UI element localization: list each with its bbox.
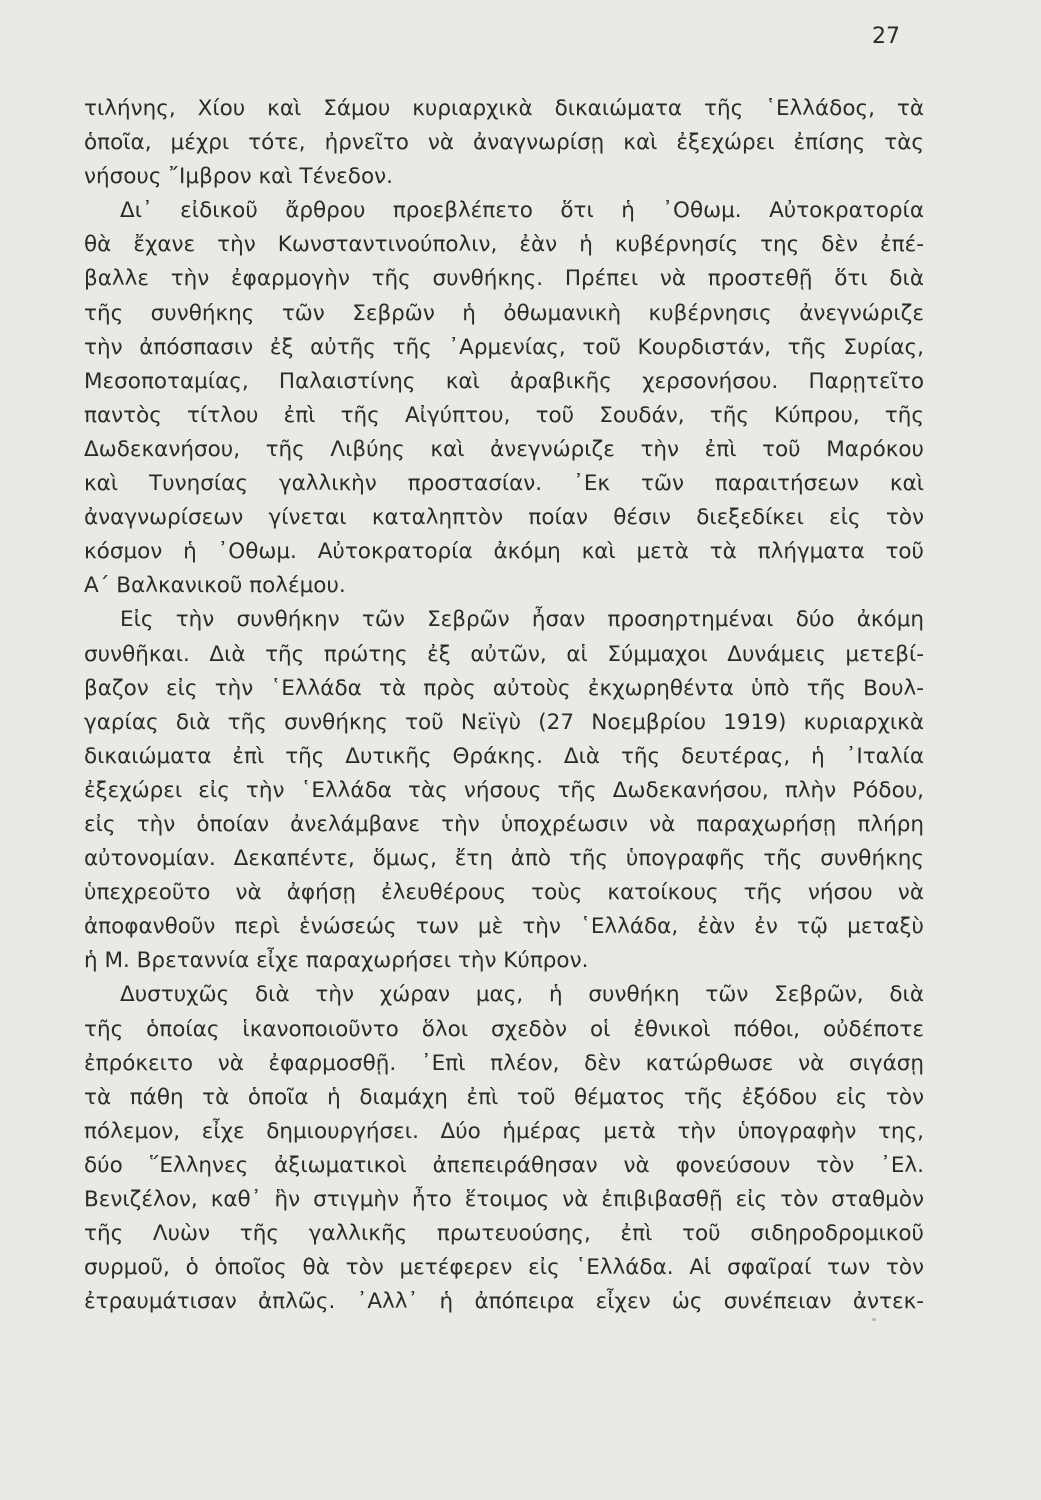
text-line: γαρίας διὰ τῆς συνθήκης τοῦ Νεϊγὺ (27 Νοεμβρίου 1919) κυριαρχικὰ bbox=[84, 709, 924, 735]
text-line: δύο ῞Ελληνες ἀξιωματικοὶ ἀπεπειράθησαν νὰ φονεύσουν τὸν ᾽Ελ. bbox=[84, 1152, 924, 1178]
text-line: τῆς Λυὼν τῆς γαλλικῆς πρωτευούσης, ἐπὶ τοῦ σιδηροδρομικοῦ bbox=[84, 1221, 924, 1247]
text-line: Α΄ Βαλκανικοῦ πολέμου. bbox=[84, 573, 346, 599]
page-number: 27 bbox=[872, 24, 900, 49]
text-line: Δωδεκανήσου, τῆς Λιβύης καὶ ἀνεγνώριζε τὴν ἐπὶ τοῦ Μαρόκου bbox=[84, 436, 924, 462]
text-line: παντὸς τίτλου ἐπὶ τῆς Αἰγύπτου, τοῦ Σουδάν, τῆς Κύπρου, τῆς bbox=[84, 402, 924, 428]
text-line: εἰς τὴν ὁποίαν ἀνελάμβανε τὴν ὑποχρέωσιν νὰ παραχωρήσῃ πλήρη bbox=[84, 811, 924, 837]
text-line: ἡ Μ. Βρεταννία εἶχε παραχωρήσει τὴν Κύπρον. bbox=[84, 948, 589, 974]
text-line: ὁποῖα, μέχρι τότε, ἠρνεῖτο νὰ ἀναγνωρίσῃ καὶ ἐξεχώρει ἐπίσης τὰς bbox=[84, 130, 924, 156]
text-line: συρμοῦ, ὁ ὁποῖος θὰ τὸν μετέφερεν εἰς ῾Ελλάδα. Αἱ σφαῖραί των τὸν bbox=[84, 1255, 924, 1281]
text-line: καὶ Τυνησίας γαλλικὴν προστασίαν. ᾽Εκ τῶν παραιτήσεων καὶ bbox=[84, 471, 924, 497]
text-line: τιλήνης, Χίου καὶ Σάμου κυριαρχικὰ δικαιώματα τῆς ῾Ελλάδος, τὰ bbox=[84, 96, 924, 121]
text-line: νήσους ῎Ιμβρον καὶ Τένεδον. bbox=[84, 164, 393, 190]
text-line: Δι᾽ εἰδικοῦ ἄρθρου προεβλέπετο ὅτι ἡ ᾽Οθωμ. Αὐτοκρατορία bbox=[120, 198, 924, 224]
text-line: πόλεμον, εἶχε δημιουργήσει. Δύο ἡμέρας μετὰ τὴν ὑπογραφὴν της, bbox=[84, 1118, 924, 1144]
text-line: τὰ πάθη τὰ ὁποῖα ἡ διαμάχη ἐπὶ τοῦ θέματος τῆς ἐξόδου εἰς τὸν bbox=[84, 1084, 924, 1110]
text-line: ἐτραυμάτισαν ἀπλῶς. ᾽Αλλ᾽ ἡ ἀπόπειρα εἶχεν ὡς συνέπειαν ἀντεκ- bbox=[84, 1289, 924, 1315]
text-line: ἀποφανθοῦν περὶ ἑνώσεώς των μὲ τὴν ῾Ελλάδα, ἐὰν ἐν τῷ μεταξὺ bbox=[84, 914, 924, 940]
text-line: θὰ ἔχανε τὴν Κωνσταντινούπολιν, ἐὰν ἡ κυβέρνησίς της δὲν ἐπέ- bbox=[84, 232, 924, 258]
text-line: δικαιώματα ἐπὶ τῆς Δυτικῆς Θράκης. Διὰ τῆς δευτέρας, ἡ ᾽Ιταλία bbox=[84, 743, 924, 769]
text-line: τῆς συνθήκης τῶν Σεβρῶν ἡ ὀθωμανικὴ κυβέρνησις ἀνεγνώριζε bbox=[84, 300, 924, 326]
text-line: τὴν ἀπόσπασιν ἐξ αὐτῆς τῆς ᾽Αρμενίας, τοῦ Κουρδιστάν, τῆς Συρίας, bbox=[84, 334, 924, 360]
text-line: βαζον εἰς τὴν ῾Ελλάδα τὰ πρὸς αὐτοὺς ἐκχωρηθέντα ὑπὸ τῆς Βουλ- bbox=[84, 675, 924, 701]
text-line: ἀναγνωρίσεων γίνεται καταληπτὸν ποίαν θέσιν διεξεδίκει εἰς τὸν bbox=[84, 505, 924, 531]
text-line: Εἰς τὴν συνθήκην τῶν Σεβρῶν ἦσαν προσηρτημέναι δύο ἀκόμη bbox=[120, 607, 924, 633]
text-line: ἐπρόκειτο νὰ ἐφαρμοσθῇ. ᾽Επὶ πλέον, δὲν κατώρθωσε νὰ σιγάσῃ bbox=[84, 1050, 924, 1076]
print-speck bbox=[872, 1318, 876, 1321]
text-line: ἐξεχώρει εἰς τὴν ῾Ελλάδα τὰς νήσους τῆς Δωδεκανήσου, πλὴν Ρόδου, bbox=[84, 777, 924, 803]
body-text bbox=[84, 92, 924, 1319]
text-line: Βενιζέλον, καθ᾽ ἣν στιγμὴν ἦτο ἕτοιμος νὰ ἐπιβιβασθῇ εἰς τὸν σταθμὸν bbox=[84, 1187, 924, 1212]
text-line: Δυστυχῶς διὰ τὴν χώραν μας, ἡ συνθήκη τῶν Σεβρῶν, διὰ bbox=[120, 982, 924, 1008]
text-line: τῆς ὁποίας ἱκανοποιοῦντο ὅλοι σχεδὸν οἱ ἐθνικοὶ πόθοι, οὐδέποτε bbox=[84, 1016, 924, 1042]
text-line: κόσμον ἡ ᾽Οθωμ. Αὐτοκρατορία ἀκόμη καὶ μετὰ τὰ πλήγματα τοῦ bbox=[84, 539, 924, 565]
text-line: Μεσοποταμίας, Παλαιστίνης καὶ ἀραβικῆς χερσονήσου. Παρῃτεῖτο bbox=[84, 368, 924, 394]
text-line: ὑπεχρεοῦτο νὰ ἀφήσῃ ἐλευθέρους τοὺς κατοίκους τῆς νήσου νὰ bbox=[84, 880, 924, 906]
text-line: αὐτονομίαν. Δεκαπέντε, ὅμως, ἔτη ἀπὸ τῆς ὑπογραφῆς τῆς συνθήκης bbox=[84, 846, 924, 872]
text-line: βαλλε τὴν ἐφαρμογὴν τῆς συνθήκης. Πρέπει νὰ προστεθῇ ὅτι διὰ bbox=[84, 266, 924, 292]
text-line: συνθῆκαι. Διὰ τῆς πρώτης ἐξ αὐτῶν, αἱ Σύμμαχοι Δυνάμεις μετεβί- bbox=[84, 641, 924, 667]
